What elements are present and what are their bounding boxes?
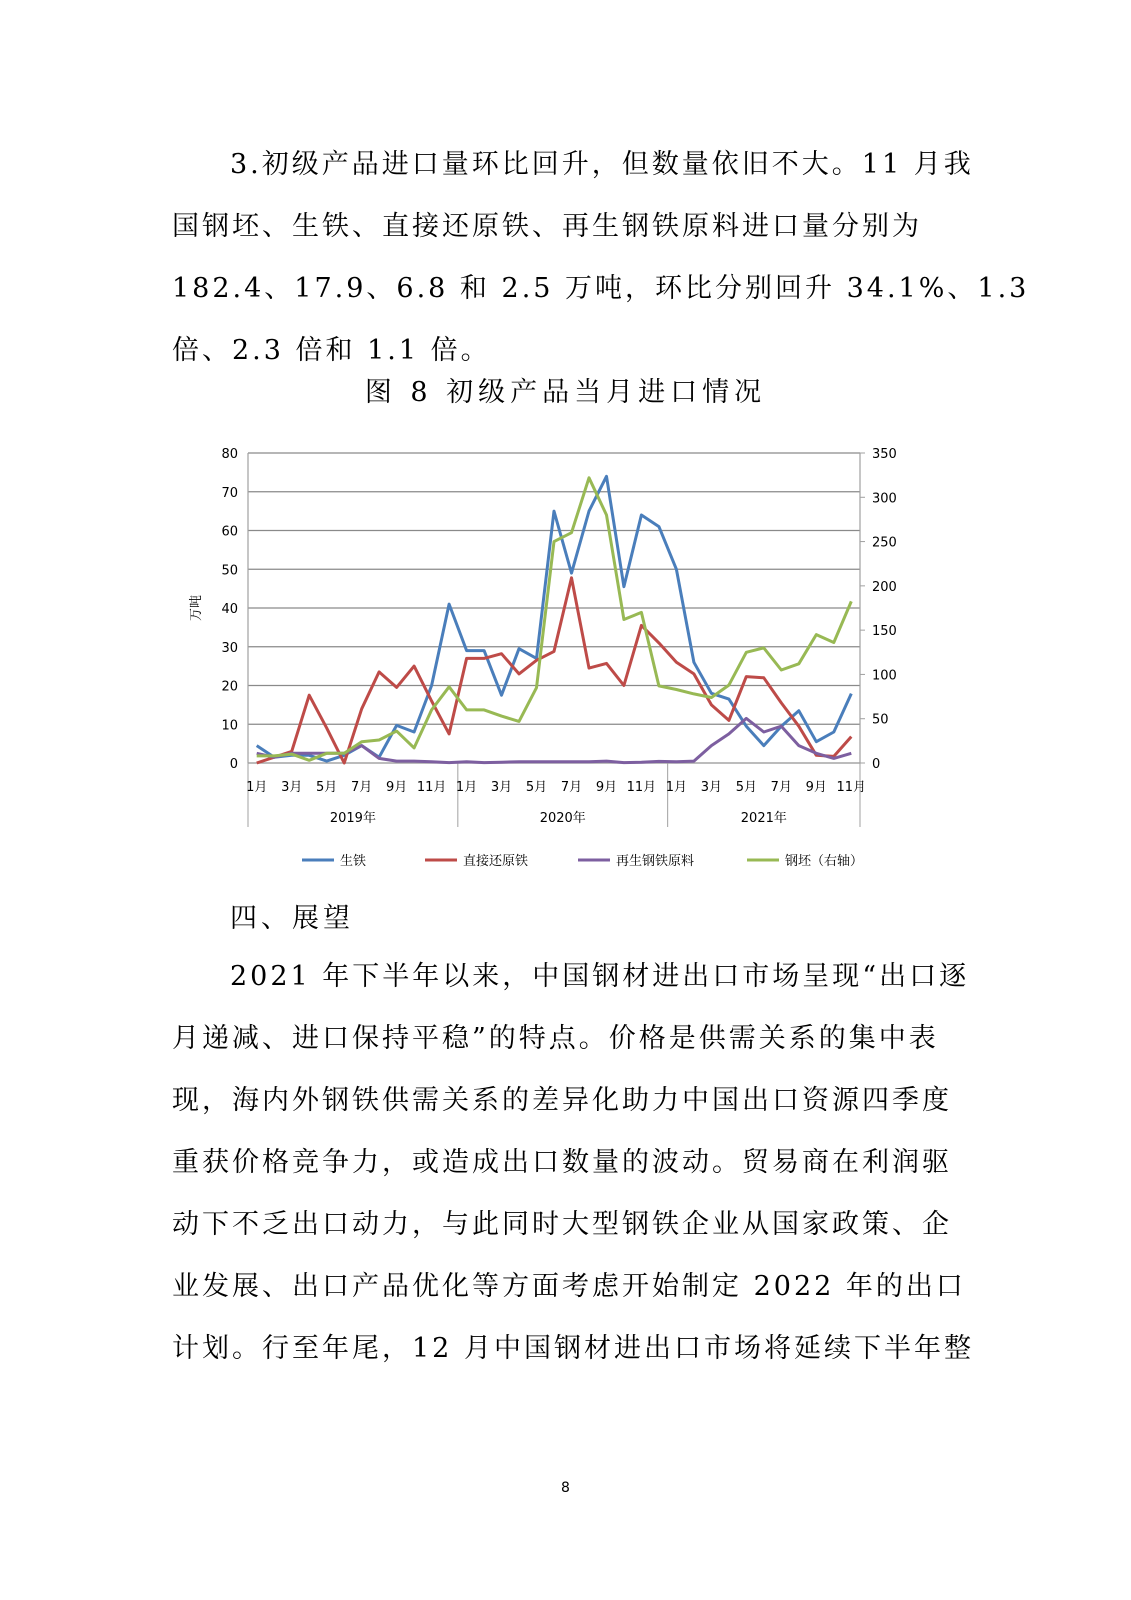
text-line: 国钢坯、生铁、直接还原铁、再生钢铁原料进口量分别为 [172, 211, 922, 242]
paragraph-outlook [172, 946, 974, 1380]
x-tick-label: 5月 [525, 780, 548, 795]
y-tick-label-left: 30 [221, 640, 238, 656]
legend-label: 直接还原铁 [463, 854, 529, 869]
year-label: 2019年 [329, 811, 376, 826]
x-tick-label: 7月 [770, 780, 792, 795]
legend-label: 钢坯（右轴） [785, 854, 864, 869]
y-tick-label-right: 100 [872, 668, 897, 684]
y-tick-label-left: 80 [221, 447, 238, 462]
x-tick-label: 9月 [385, 780, 408, 795]
y-tick-label-right: 0 [872, 757, 881, 772]
x-tick-label: 7月 [351, 780, 373, 795]
text-line: 现，海内外钢铁供需关系的差异化助力中国出口资源四季度 [172, 1085, 952, 1116]
text-line: 月递减、进口保持平稳”的特点。价格是供需关系的集中表 [172, 1023, 939, 1054]
y-tick-label-right: 350 [872, 447, 897, 462]
x-tick-label: 3月 [490, 780, 513, 795]
x-tick-label: 11月 [416, 780, 447, 795]
x-tick-label: 7月 [560, 780, 583, 795]
text-line: 计划。行至年尾，12 月中国钢材进出口市场将延续下半年整 [172, 1333, 974, 1364]
section-heading: 四、展望 [230, 903, 354, 934]
legend-label: 生铁 [340, 854, 367, 869]
x-tick-label: 9月 [805, 780, 827, 795]
y-tick-label-right: 250 [872, 535, 897, 551]
y-tick-label-left: 40 [221, 602, 238, 617]
page-number: 8 [561, 1480, 570, 1496]
text-line: 3.初级产品进口量环比回升，但数量依旧不大。11 月我 [230, 149, 974, 180]
y-tick-label-right: 150 [872, 624, 897, 640]
series-line [257, 578, 852, 763]
y-tick-label-right: 300 [872, 491, 897, 507]
x-tick-label: 5月 [735, 780, 757, 795]
x-tick-label: 9月 [595, 780, 618, 795]
text-line: 业发展、出口产品优化等方面考虑开始制定 2022 年的出口 [172, 1271, 966, 1302]
figure-title: 图 8 初级产品当月进口情况 [364, 377, 767, 408]
x-tick-label: 11月 [626, 780, 657, 795]
y-tick-label-left: 60 [221, 524, 238, 540]
legend [302, 853, 863, 869]
year-label: 2021年 [740, 811, 787, 826]
x-tick-label: 3月 [281, 780, 303, 795]
year-label: 2020年 [539, 811, 586, 826]
text-line: 重获价格竞争力，或造成出口数量的波动。贸易商在利润驱 [172, 1147, 952, 1178]
paragraph-primary-products [172, 134, 1030, 382]
text-line: 动下不乏出口动力，与此同时大型钢铁企业从国家政策、企 [172, 1209, 952, 1240]
legend-label: 再生钢铁原料 [616, 854, 695, 869]
import-line-chart [180, 440, 900, 880]
series-lines [257, 476, 852, 763]
y-tick-label-left: 50 [221, 563, 238, 579]
y-tick-label-right: 50 [872, 712, 889, 728]
gridlines [248, 453, 860, 763]
text-line: 倍、2.3 倍和 1.1 倍。 [172, 335, 491, 366]
text-line: 182.4、17.9、6.8 和 2.5 万吨，环比分别回升 34.1%、1.3 [172, 273, 1030, 304]
x-tick-label: 3月 [700, 780, 723, 795]
text-line: 2021 年下半年以来，中国钢材进出口市场呈现“出口逐 [230, 961, 970, 992]
y-tick-label-left: 20 [221, 679, 238, 695]
y-tick-label-left: 10 [221, 718, 238, 734]
x-tick-label: 1月 [455, 780, 478, 795]
y-tick-label-left: 0 [229, 757, 238, 772]
y-axis-title: 万吨 [189, 594, 204, 622]
x-tick-label: 11月 [836, 780, 867, 795]
y-tick-label-left: 70 [221, 485, 238, 501]
series-line [257, 476, 852, 761]
x-tick-label: 1月 [665, 780, 688, 795]
x-tick-label: 5月 [316, 780, 338, 795]
y-tick-label-right: 200 [872, 579, 897, 595]
x-tick-label: 1月 [246, 780, 268, 795]
